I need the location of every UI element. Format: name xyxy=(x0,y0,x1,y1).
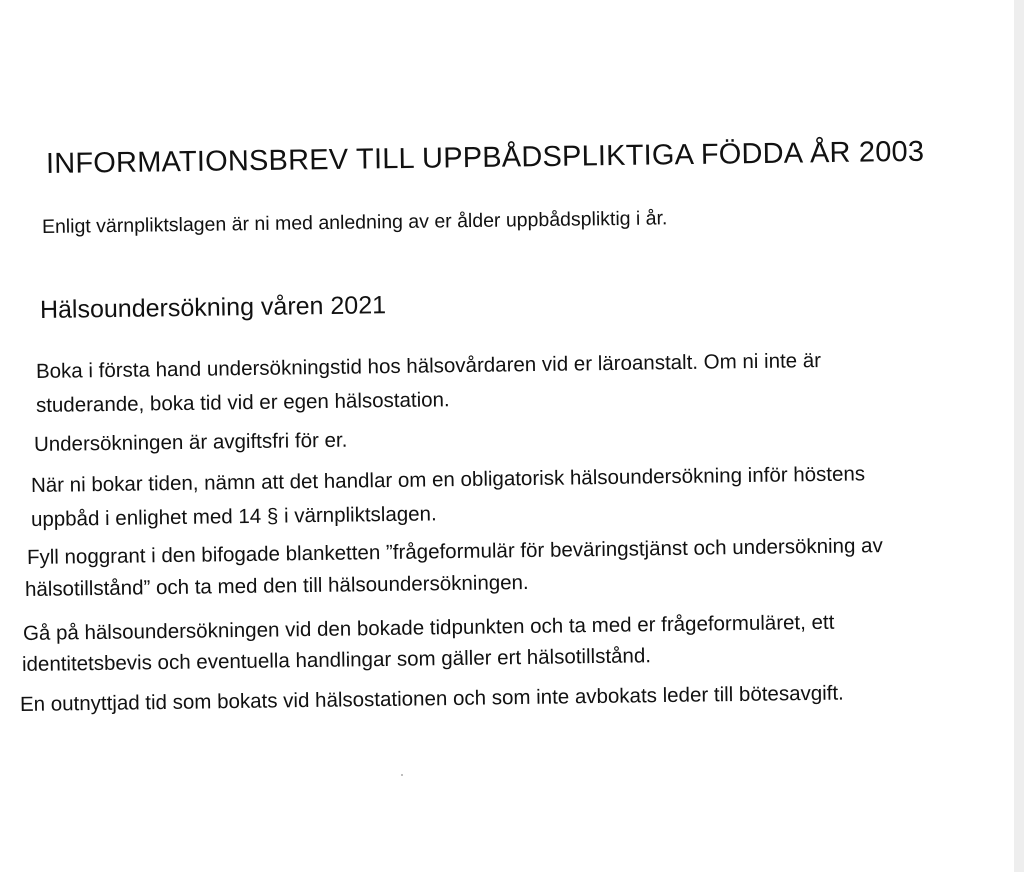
paragraph-line: identitetsbevis och eventuella handlingar som gäller ert hälsotillstånd. xyxy=(21,644,652,676)
paragraph-line: Undersökningen är avgiftsfri för er. xyxy=(33,428,348,456)
scan-speck xyxy=(401,774,403,776)
paragraph-line: Gå på hälsoundersökningen vid den bokade tidpunkten och ta med er frågeformuläret, ett xyxy=(22,610,835,645)
section-heading: Hälsoundersökning våren 2021 xyxy=(39,291,387,324)
paragraph-line: Fyll noggrant i den bifogade blanketten ”frågeformulär för beväringstjänst och undersökning av xyxy=(26,534,883,569)
paragraph-line: När ni bokar tiden, nämn att det handlar om en obligatorisk hälsoundersökning inför höstens xyxy=(30,462,866,497)
scan-edge xyxy=(1014,0,1024,872)
paragraph-line: Boka i första hand undersökningstid hos hälsovårdaren vid er läroanstalt. Om ni inte är xyxy=(35,349,822,383)
intro-text: Enligt värnpliktslagen är ni med anledning av er ålder uppbådspliktig i år. xyxy=(41,207,668,238)
document-title: INFORMATIONSBREV TILL UPPBÅDSPLIKTIGA FÖDDA ÅR 2003 xyxy=(45,135,925,180)
paragraph-line: En outnyttjad tid som bokats vid hälsostationen och som inte avbokats leder till bötesavgift. xyxy=(19,681,844,716)
paragraph-line: studerande, boka tid vid er egen hälsostation. xyxy=(35,388,450,417)
paragraph-line: uppbåd i enlighet med 14 § i värnpliktslagen. xyxy=(30,502,437,531)
paragraph-line: hälsotillstånd” och ta med den till hälsoundersökningen. xyxy=(24,570,529,601)
